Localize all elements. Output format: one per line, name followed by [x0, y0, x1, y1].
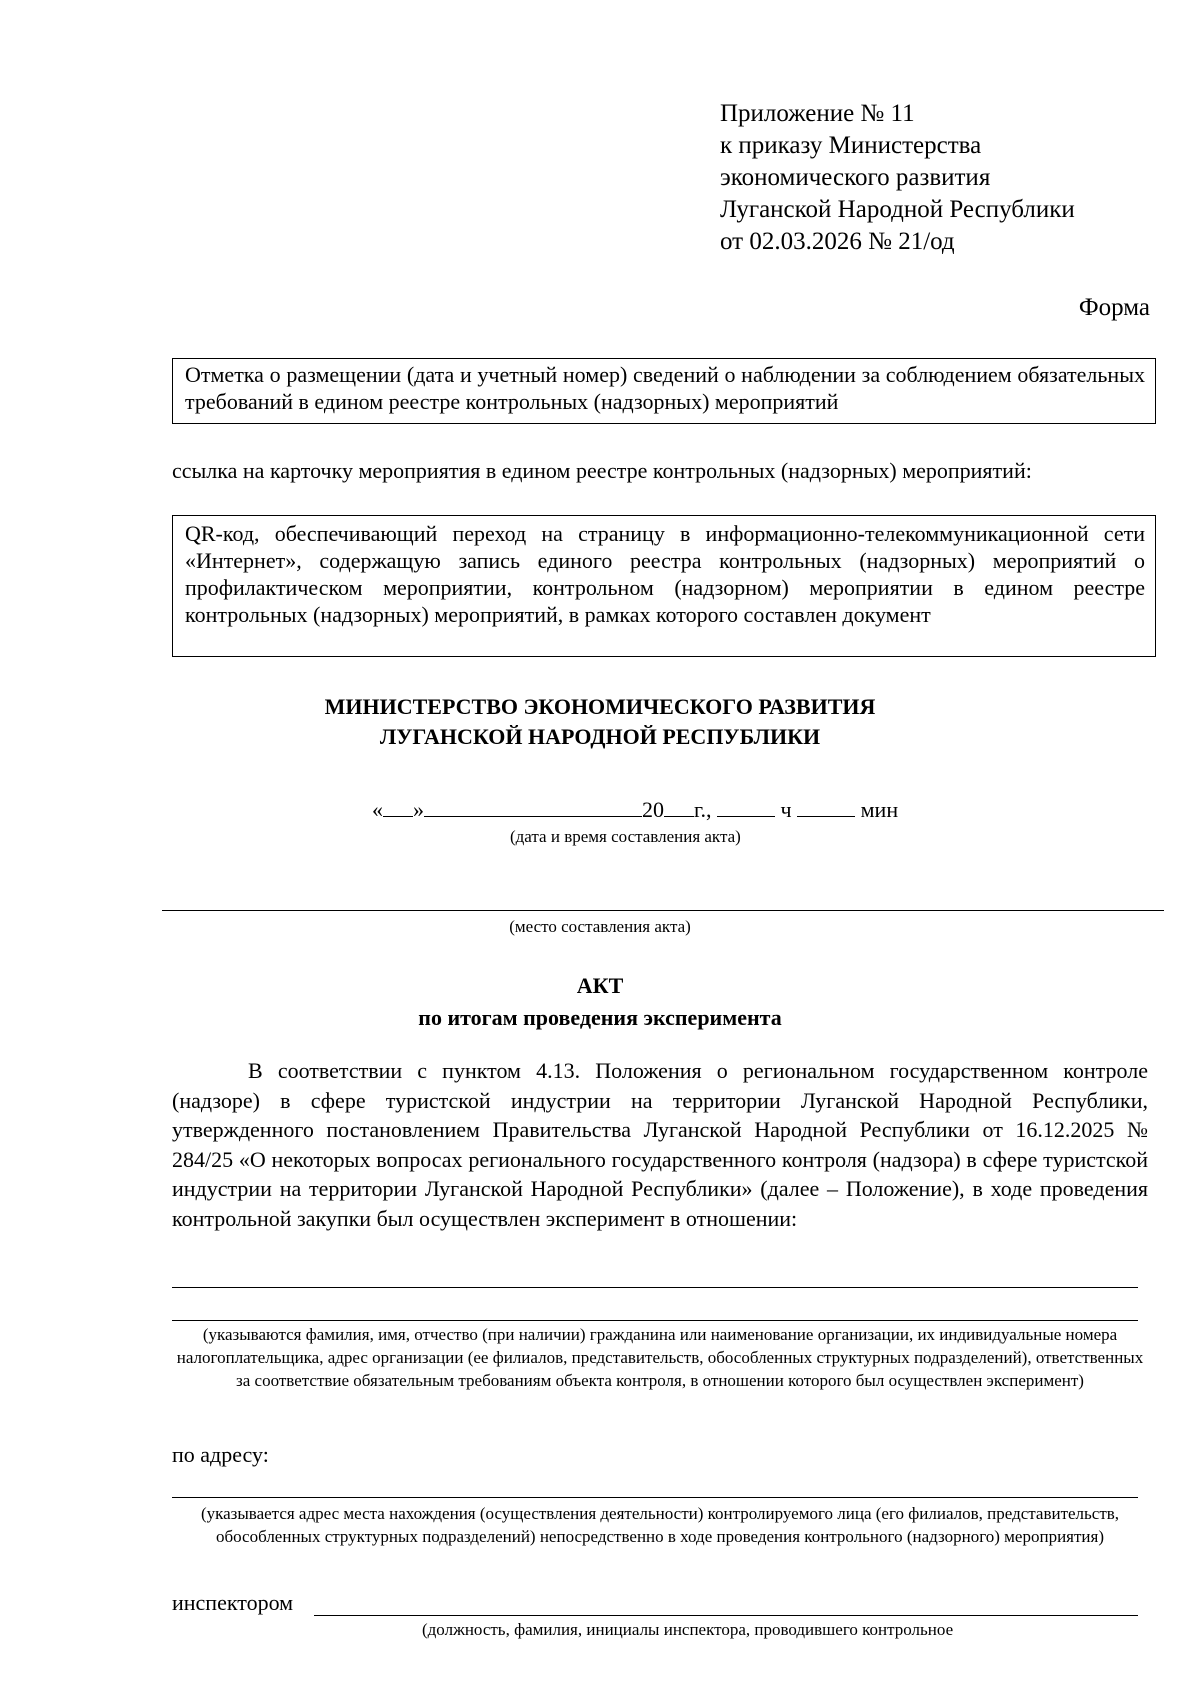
annex-block — [720, 98, 1075, 258]
year-suffix: г., — [694, 797, 712, 822]
registry-link-line: ссылка на карточку мероприятия в едином реестре контрольных (надзорных) мероприятий: — [172, 458, 1032, 483]
registry-mark-box: Отметка о размещении (дата и учетный номер) сведений о наблюдении за соблюдением обязательных требований в едином реестре контрольных (надзорных) мероприятий — [172, 358, 1156, 424]
inspector-caption: (должность, фамилия, инициалы инспектора, проводившего контрольное — [422, 1620, 954, 1639]
date-caption: (дата и время составления акта) — [510, 827, 741, 846]
day-field[interactable] — [383, 796, 413, 817]
date-time-line — [372, 796, 898, 823]
hours-label: ч — [780, 797, 792, 822]
annex-line: Луганской Народной Республики — [720, 196, 1075, 223]
place-caption: (место составления акта) — [509, 917, 691, 936]
address-field[interactable] — [172, 1497, 1138, 1498]
ministry-line-1: МИНИСТЕРСТВО ЭКОНОМИЧЕСКОГО РАЗВИТИЯ — [324, 694, 876, 719]
inspector-field[interactable] — [314, 1615, 1138, 1616]
place-field[interactable] — [162, 910, 1164, 911]
open-quote: « — [372, 797, 383, 822]
act-title: АКТ — [576, 973, 624, 998]
address-caption: (указывается адрес места нахождения (осуществления деятельности) контролируемого лица (его филиалов, представительств, обособленных структурных подразделений) непосредственно в ходе проведения контрольного (надзорного) мероприятия) — [200, 1504, 1120, 1546]
subject-caption: (указываются фамилия, имя, отчество (при наличии) гражданина или наименование организации, их индивидуальные номера налогоплательщика, адрес организации (ее филиалов, представительств, обособленных структурных подразделений), ответственных за соответствие обязательным требованиям объекта контроля, в отношении которого был осуществлен эксперимент) — [176, 1325, 1144, 1390]
hours-field[interactable] — [717, 796, 775, 817]
month-field[interactable] — [424, 796, 642, 817]
address-label: по адресу: — [172, 1442, 269, 1467]
annex-line: Приложение № 11 — [720, 100, 915, 127]
form-label: Форма — [1078, 294, 1150, 321]
inspector-label: инспектором — [172, 1590, 294, 1615]
act-title-block — [0, 970, 1200, 1034]
year-prefix: 20 — [642, 797, 664, 822]
minutes-label: мин — [860, 797, 899, 822]
minutes-field[interactable] — [797, 796, 855, 817]
subject-field-line-1[interactable] — [172, 1287, 1138, 1288]
subject-field-line-2[interactable] — [172, 1320, 1138, 1321]
year-field[interactable] — [664, 796, 694, 817]
act-subtitle: по итогам проведения эксперимента — [418, 1005, 782, 1030]
body-paragraph: В соответствии с пунктом 4.13. Положения о региональном государственном контроле (надзоре) в сфере туристской индустрии на территории Луганской Народной Республики, утвержденного постановлением Правительства Луганской Народной Республики от 16.12.2025 № 284/25 «О некоторых вопросах регионального государственного контроля (надзора) в сфере туристской индустрии на территории Луганской Народной Республики» (далее – Положение), в ходе проведения контрольной закупки был осуществлен эксперимент в отношении: — [172, 1058, 1148, 1231]
annex-line: от 02.03.2026 № 21/од — [720, 228, 955, 255]
annex-line: к приказу Министерства — [720, 132, 982, 159]
annex-line: экономического развития — [720, 164, 991, 191]
qr-code-box: QR-код, обеспечивающий переход на страницу в информационно-телекоммуникационной сети «Интернет», содержащую запись единого реестра контрольных (надзорных) мероприятий о профилактическом мероприятии, контрольном (надзорном) мероприятии в едином реестре контрольных (надзорных) мероприятий, в рамках которого составлен документ — [172, 515, 1156, 657]
ministry-heading — [0, 692, 1200, 752]
close-quote: » — [413, 797, 424, 822]
ministry-line-2: ЛУГАНСКОЙ НАРОДНОЙ РЕСПУБЛИКИ — [379, 724, 821, 749]
